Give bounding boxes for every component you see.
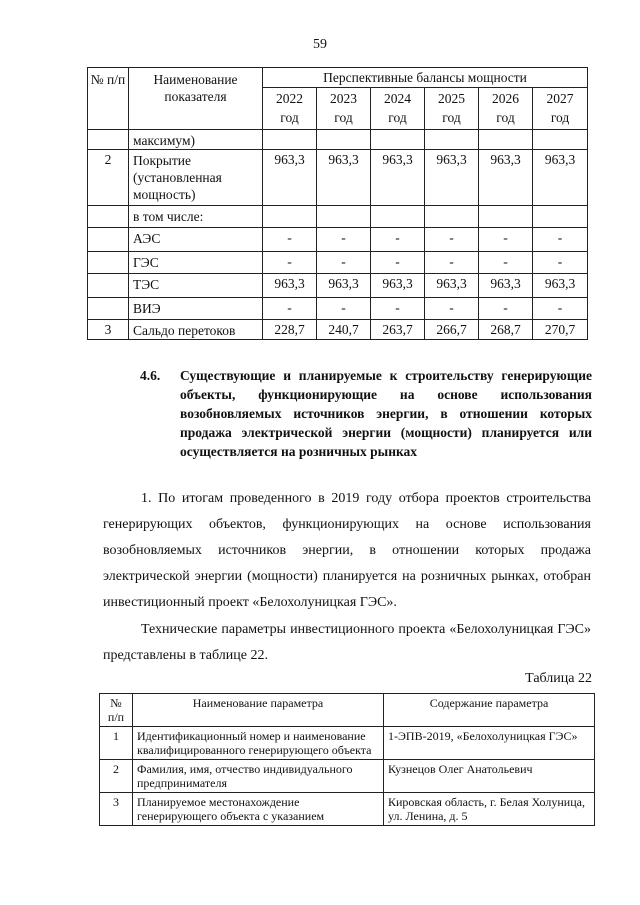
row-value: 963,3 bbox=[479, 274, 533, 298]
row-value: 228,7 bbox=[263, 320, 317, 340]
year-header: 2022 год bbox=[263, 88, 317, 130]
table-row bbox=[100, 760, 595, 793]
table-row bbox=[88, 320, 588, 340]
section-title: Существующие и планируемые к строительству генерирующие объекты, функционирующие на основе использования возобновляемых источников энергии, в отношении которых продажа электрической энергии (мощности) планируется или осуществляется на розничных рынках bbox=[180, 368, 592, 459]
table-row bbox=[88, 228, 588, 252]
row-number: 3 bbox=[88, 320, 129, 340]
row-value: 240,7 bbox=[317, 320, 371, 340]
year-header: 2027 год bbox=[533, 88, 588, 130]
year-header: 2026 год bbox=[479, 88, 533, 130]
row-value: 263,7 bbox=[371, 320, 425, 340]
table-row bbox=[88, 274, 588, 298]
row-value: 963,3 bbox=[371, 274, 425, 298]
row-value bbox=[371, 206, 425, 228]
row-number bbox=[88, 130, 129, 150]
row-value: 963,3 bbox=[479, 150, 533, 206]
row-number bbox=[88, 206, 129, 228]
row-value: - bbox=[533, 228, 588, 252]
row-value: 963,3 bbox=[533, 150, 588, 206]
row-value: - bbox=[263, 252, 317, 274]
param-num: 1 bbox=[100, 727, 133, 760]
year-header: 2023 год bbox=[317, 88, 371, 130]
row-value: 963,3 bbox=[317, 150, 371, 206]
param-content: Кировская область, г. Белая Холуница, ул. Ленина, д. 5 bbox=[384, 793, 595, 826]
row-value: - bbox=[425, 252, 479, 274]
row-value: - bbox=[479, 252, 533, 274]
section-number: 4.6. bbox=[140, 368, 161, 383]
row-name: в том числе: bbox=[129, 206, 263, 228]
row-value: - bbox=[317, 298, 371, 320]
row-value: - bbox=[371, 298, 425, 320]
row-value: 963,3 bbox=[263, 150, 317, 206]
row-number bbox=[88, 274, 129, 298]
row-name: ТЭС bbox=[129, 274, 263, 298]
param-num: 2 bbox=[100, 760, 133, 793]
row-value: - bbox=[425, 228, 479, 252]
year-header: 2024 год bbox=[371, 88, 425, 130]
table-row bbox=[88, 298, 588, 320]
table-row bbox=[88, 130, 588, 150]
row-value: - bbox=[425, 298, 479, 320]
param-num: 3 bbox=[100, 793, 133, 826]
row-value: - bbox=[263, 228, 317, 252]
row-value bbox=[263, 206, 317, 228]
row-value bbox=[425, 206, 479, 228]
row-number bbox=[88, 228, 129, 252]
row-value: 963,3 bbox=[425, 150, 479, 206]
row-value bbox=[533, 206, 588, 228]
paragraph-1: 1. По итогам проведенного в 2019 году отбора проектов строительства генерирующих объектов, функционирующих на основе использования возобновляемых источников энергии, в отношении которых продажа электрической энергии (мощности) планируется на розничных рынках, отобран инвестиционный проект «Белохолуницкая ГЭС». bbox=[103, 491, 591, 610]
row-value: - bbox=[263, 298, 317, 320]
row-value bbox=[425, 130, 479, 150]
page-number: 59 bbox=[313, 37, 327, 52]
row-value bbox=[533, 130, 588, 150]
row-name: Покрытие (установленная мощность) bbox=[129, 150, 263, 206]
row-value: 268,7 bbox=[479, 320, 533, 340]
row-name: ГЭС bbox=[129, 252, 263, 274]
row-value: - bbox=[317, 252, 371, 274]
param-param: Планируемое местонахождение генерирующего объекта с указанием bbox=[133, 793, 384, 826]
param-param: Фамилия, имя, отчество индивидуального предпринимателя bbox=[133, 760, 384, 793]
row-value: 270,7 bbox=[533, 320, 588, 340]
row-name: Сальдо перетоков bbox=[129, 320, 263, 340]
row-value bbox=[371, 130, 425, 150]
row-value: - bbox=[533, 252, 588, 274]
table-row bbox=[88, 150, 588, 206]
row-number bbox=[88, 298, 129, 320]
row-value: - bbox=[533, 298, 588, 320]
row-number: 2 bbox=[88, 150, 129, 206]
header-group: Перспективные балансы мощности bbox=[263, 68, 588, 88]
param-param: Идентификационный номер и наименование квалифицированного генерирующего объекта bbox=[133, 727, 384, 760]
table-row bbox=[100, 793, 595, 826]
param-content: Кузнецов Олег Анатольевич bbox=[384, 760, 595, 793]
header-num: № п/п bbox=[88, 68, 129, 130]
row-value: - bbox=[479, 228, 533, 252]
row-number bbox=[88, 252, 129, 274]
table-row bbox=[88, 252, 588, 274]
year-header: 2025 год bbox=[425, 88, 479, 130]
row-value bbox=[479, 130, 533, 150]
row-value: 963,3 bbox=[263, 274, 317, 298]
paragraph-2: Технические параметры инвестиционного проекта «Белохолуницкая ГЭС» представлены в таблице 22. bbox=[103, 622, 591, 663]
row-value: 963,3 bbox=[371, 150, 425, 206]
param-content: 1-ЭПВ-2019, «Белохолуницкая ГЭС» bbox=[384, 727, 595, 760]
row-value: 963,3 bbox=[425, 274, 479, 298]
header-name: Наименование показателя bbox=[129, 68, 263, 130]
row-value: 266,7 bbox=[425, 320, 479, 340]
row-value bbox=[317, 206, 371, 228]
section-heading bbox=[140, 366, 592, 461]
row-value: - bbox=[371, 252, 425, 274]
power-balance-table bbox=[87, 67, 588, 340]
t2-header-param: Наименование параметра bbox=[133, 694, 384, 727]
row-name: АЭС bbox=[129, 228, 263, 252]
row-name: ВИЭ bbox=[129, 298, 263, 320]
table-caption: Таблица 22 bbox=[525, 671, 592, 686]
row-value: - bbox=[479, 298, 533, 320]
table-row bbox=[100, 727, 595, 760]
row-value: - bbox=[371, 228, 425, 252]
row-value bbox=[263, 130, 317, 150]
row-value bbox=[479, 206, 533, 228]
row-value: 963,3 bbox=[533, 274, 588, 298]
row-value: - bbox=[317, 228, 371, 252]
row-value bbox=[317, 130, 371, 150]
table-row bbox=[88, 206, 588, 228]
parameters-table bbox=[99, 693, 595, 826]
row-name: максимум) bbox=[129, 130, 263, 150]
t2-header-num: № п/п bbox=[100, 694, 133, 727]
t2-header-content: Содержание параметра bbox=[384, 694, 595, 727]
row-value: 963,3 bbox=[317, 274, 371, 298]
